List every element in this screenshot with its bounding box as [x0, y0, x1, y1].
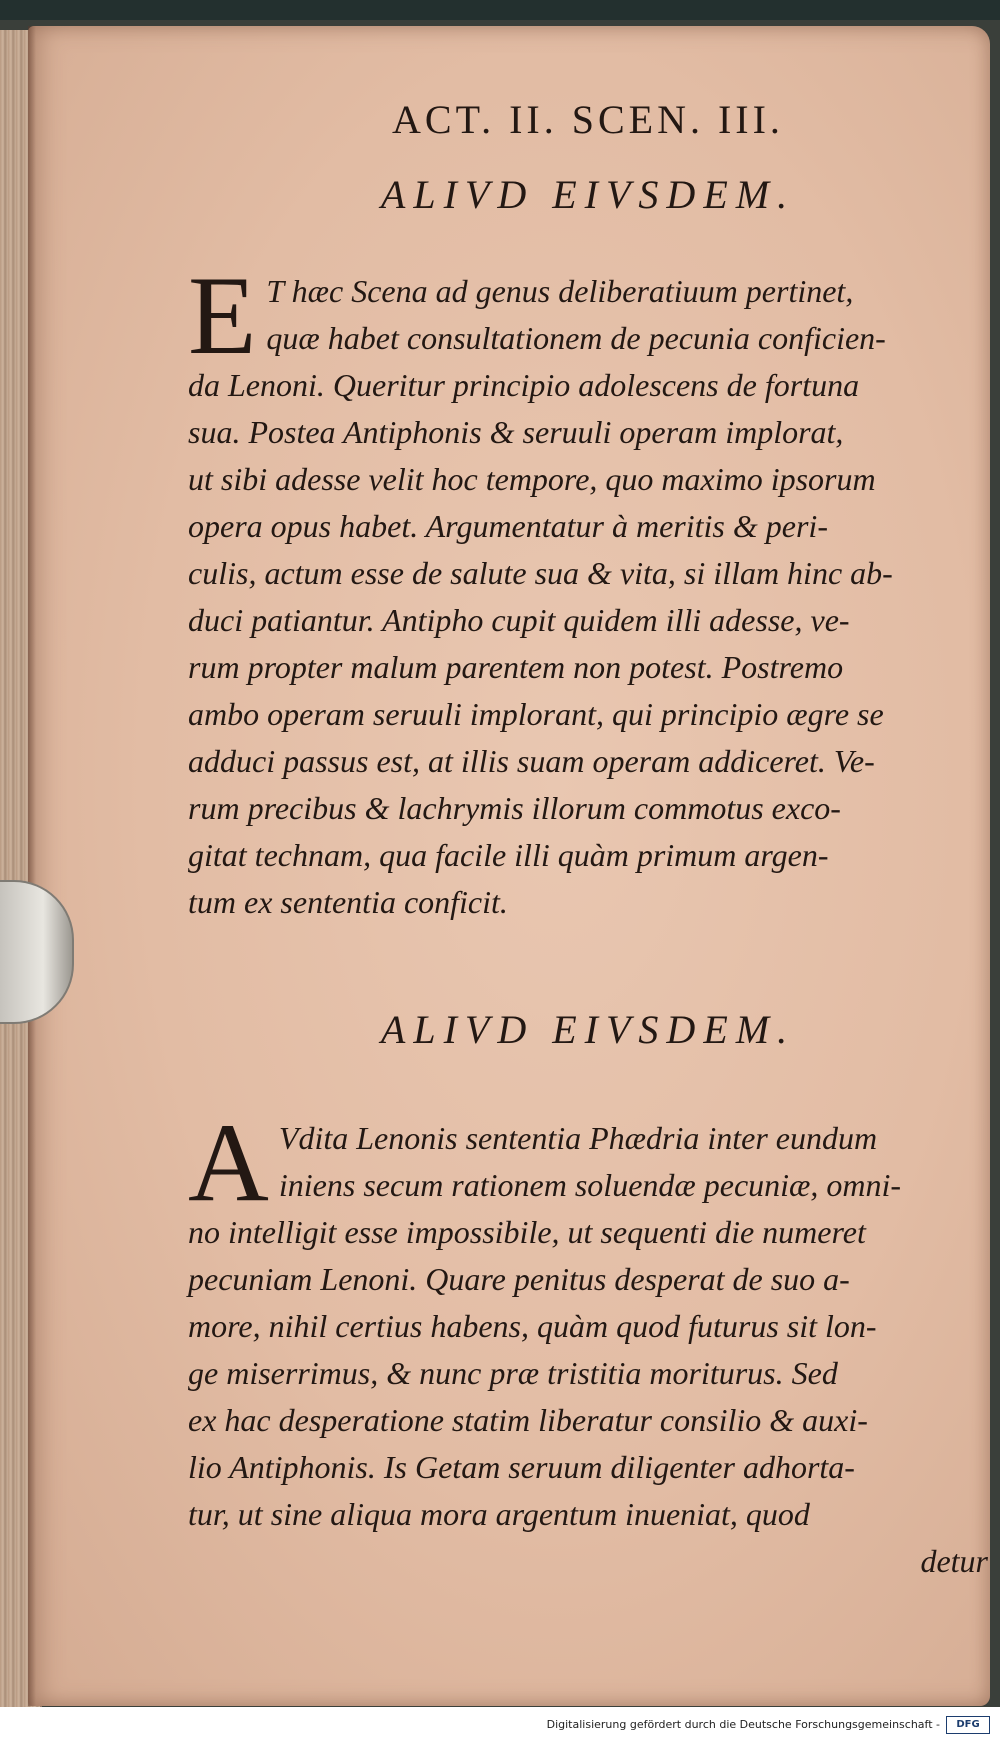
- paragraph-line: opera opus habet. Argumentatur à meritis & peri-: [188, 508, 828, 544]
- paragraph-line: adduci passus est, at illis suam operam addiceret. Ve-: [188, 743, 875, 779]
- page-gutter-shadow: [28, 26, 36, 1706]
- running-head: ACT. II. SCEN. III.: [392, 97, 784, 142]
- paragraph-line: more, nihil certius habens, quàm quod futurus sit lon-: [188, 1308, 877, 1344]
- paragraph-line: da Lenoni. Queritur principio adolescens de fortuna: [188, 367, 860, 403]
- paragraph-line: gitat technam, qua facile illi quàm primum argen-: [188, 837, 829, 873]
- catchword: detur: [920, 1543, 988, 1579]
- paragraph-line: T hæc Scena ad genus deliberatiuum pertinet,: [266, 273, 854, 309]
- paragraph-line: duci patiantur. Antipho cupit quidem illi adesse, ve-: [188, 602, 850, 638]
- page-sheet: [28, 26, 990, 1706]
- section-title-2: ALIVD EIVSDEM.: [380, 1007, 796, 1052]
- paragraph-line: sua. Postea Antiphonis & seruuli operam implorat,: [188, 414, 844, 450]
- paragraph-line: culis, actum esse de salute sua & vita, si illam hinc ab-: [188, 555, 893, 591]
- paragraph-line: ge miserrimus, & nunc præ tristitia moriturus. Sed: [188, 1355, 838, 1391]
- paragraph-line: ut sibi adesse velit hoc tempore, quo maximo ipsorum: [188, 461, 876, 497]
- paragraph-line: ambo operam seruuli implorant, qui principio ægre se: [188, 696, 884, 732]
- paragraph-line: quæ habet consultationem de pecunia conficien-: [266, 320, 886, 356]
- footer-bar: [0, 1707, 1000, 1743]
- paragraph-line: rum precibus & lachrymis illorum commotus exco-: [188, 790, 841, 826]
- dropcap-2: A: [188, 1101, 269, 1225]
- paragraph-line: no intelligit esse impossibile, ut sequenti die numeret: [188, 1214, 866, 1250]
- text-block: [188, 96, 988, 1585]
- dfg-logo-icon: DFG: [946, 1716, 990, 1734]
- paragraph-line: tur, ut sine aliqua mora argentum inueniat, quod: [188, 1496, 810, 1532]
- paragraph-line: tum ex sententia conficit.: [188, 884, 508, 920]
- paragraph-2: [188, 1101, 988, 1538]
- paragraph-line: Vdita Lenonis sententia Phædria inter eundum: [278, 1120, 878, 1156]
- paragraph-line: rum propter malum parentem non potest. Postremo: [188, 649, 844, 685]
- digitization-credit: Digitalisierung gefördert durch die Deutsche Forschungsgemeinschaft -: [546, 1718, 940, 1731]
- paragraph-line: iniens secum rationem soluendæ pecuniæ, omni-: [278, 1167, 902, 1203]
- paragraph-line: ex hac desperatione statim liberatur consilio & auxi-: [188, 1402, 868, 1438]
- dropcap-1: E: [188, 254, 257, 378]
- paragraph-line: lio Antiphonis. Is Getam seruum diligenter adhorta-: [188, 1449, 855, 1485]
- section-title-1: ALIVD EIVSDEM.: [380, 172, 796, 217]
- paragraph-line: pecuniam Lenoni. Quare penitus desperat de suo a-: [188, 1261, 850, 1297]
- paragraph-1: [188, 254, 988, 926]
